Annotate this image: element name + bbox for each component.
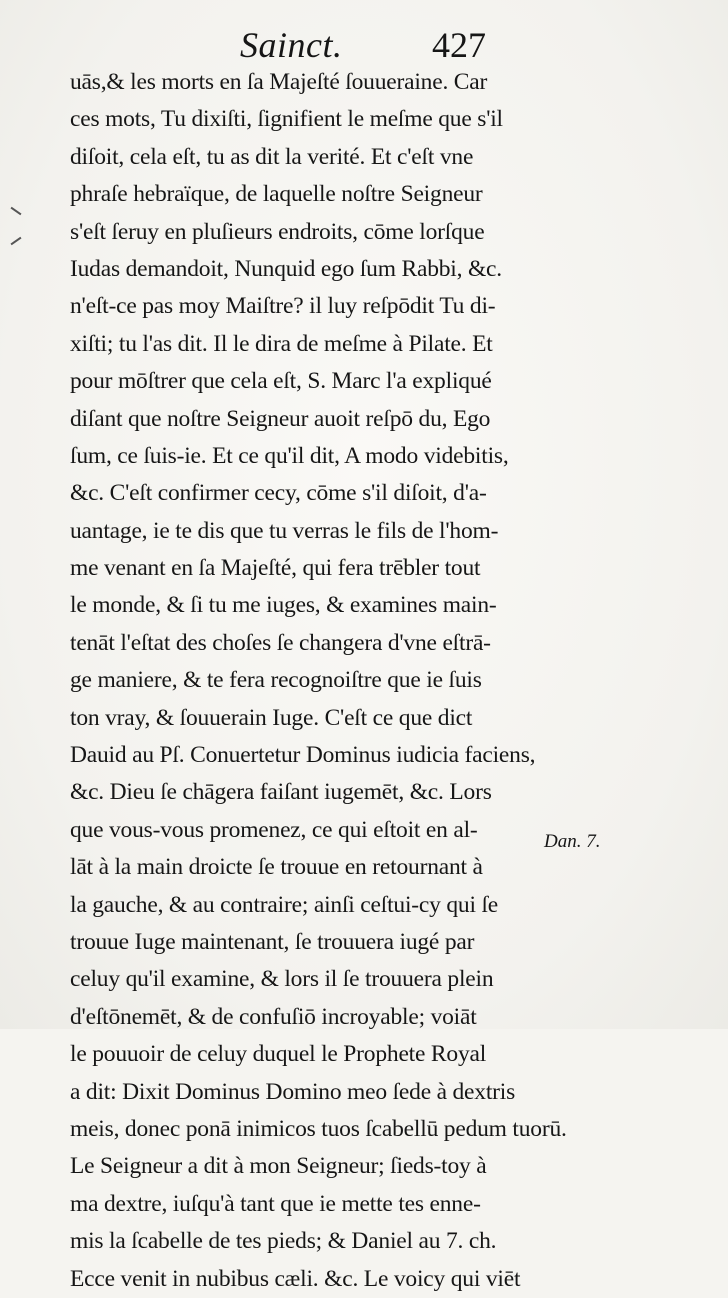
text-line: celuy qu'il examine, & lors il ſe trouuera plein [70,966,494,993]
text-line: s'eſt ſeruy en pluſieurs endroits, cōme lorſque [70,218,485,245]
text-line: ton vray, & ſouuerain Iuge. C'eſt ce que dict [70,704,473,731]
text-line: diſoit, cela eſt, tu as dit la verité. Et c'eſt vne [70,143,474,170]
text-line: ma dextre, iuſqu'à tant que ie mette tes enne- [70,1190,481,1217]
page-number: 427 [432,25,486,65]
text-line: d'eſtōnemēt, & de confuſiō incroyable; voiāt [70,1003,477,1030]
text-line: la gauche, & au contraire; ainſi ceſtui-cy qui ſe [70,891,499,918]
text-line: phraſe hebraïque, de laquelle noſtre Seigneur [70,181,483,208]
text-line: que vous-vous promenez, ce qui eſtoit en al- [70,816,478,843]
text-line: ge maniere, & te fera recognoiſtre que ie ſuis [70,667,482,694]
text-line: &c. Dieu ſe chāgera faiſant iugemēt, &c. Lors [70,779,492,806]
text-line: le pouuoir de celuy duquel le Prophete Royal [70,1041,487,1068]
text-line: pour mōſtrer que cela eſt, S. Marc l'a expliqué [70,368,492,395]
text-line: xiſti; tu l'as dit. Il le dira de meſme à Pilate. Et [70,330,493,357]
text-line: mis la ſcabelle de tes pieds; & Daniel au 7. ch. [70,1228,497,1255]
text-line: uās,& les morts en ſa Majeſté ſouueraine. Car [70,69,488,95]
running-head [80,20,490,70]
text-line: n'eſt-ce pas moy Maiſtre? il luy reſpōdit Tu di- [70,293,496,320]
text-line: Iudas demandoit, Nunquid ego ſum Rabbi, &c. [70,255,502,282]
text-line: Ecce venit in nubibus cæli. &c. Le voicy qui viēt [70,1265,521,1292]
text-line: uantage, ie te dis que tu verras le fils de l'hom- [70,517,499,544]
text-line: le monde, & ſi tu me iuges, & examines main- [70,592,497,619]
running-head-title: Sainct. [240,25,343,65]
text-line: lāt à la main droicte ſe trouue en retournant à [70,854,483,881]
text-line: meis, donec ponā inimicos tuos ſcabellū pedum tuorū. [70,1115,567,1142]
text-line: tenāt l'eſtat des choſes ſe changera d'vne eſtrā- [70,629,491,656]
text-line: ces mots, Tu dixiſti, ſignifient le meſme que s'il [70,106,503,133]
margin-ink-mark [11,207,22,216]
text-line: a dit: Dixit Dominus Domino meo ſede à dextris [70,1078,516,1105]
text-line: &c. C'eſt confirmer cecy, cōme s'il diſoit, d'a- [70,480,487,507]
marginal-note: Dan. 7. [544,831,601,852]
text-line: diſant que noſtre Seigneur auoit reſpō du, Ego [70,405,491,432]
text-line: ſum, ce ſuis-ie. Et ce qu'il dit, A modo videbitis, [70,442,509,469]
body-text [70,64,567,1298]
text-line: trouue Iuge maintenant, ſe trouuera iugé par [70,928,475,955]
text-line: Le Seigneur a dit à mon Seigneur; ſieds-toy à [70,1153,487,1180]
margin-ink-mark [11,237,22,246]
text-line: me venant en ſa Majeſté, qui fera trēbler tout [70,555,481,582]
text-line: Dauid au Pſ. Conuertetur Dominus iudicia faciens, [70,742,536,769]
